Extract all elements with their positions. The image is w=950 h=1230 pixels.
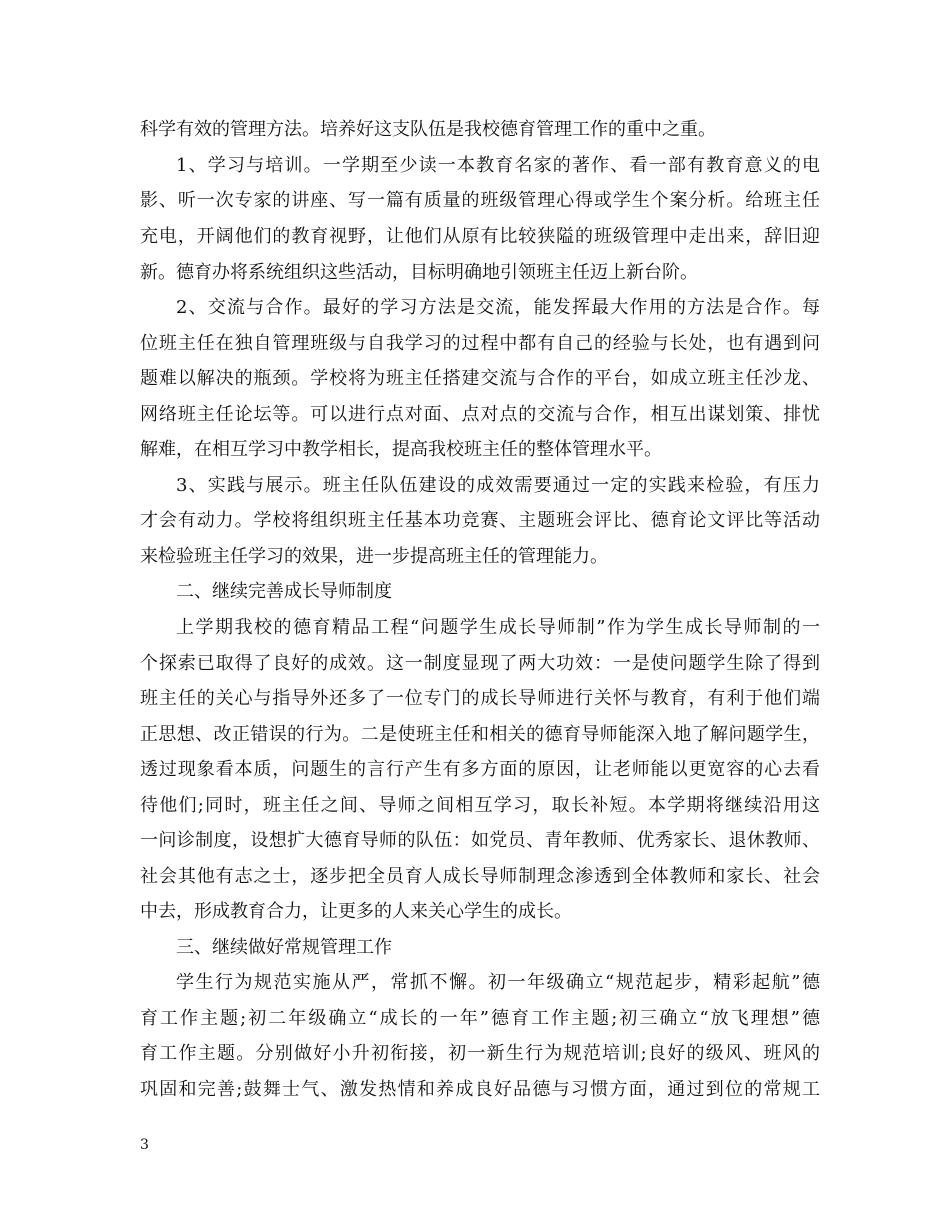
paragraph-line: 2、交流与合作。最好的学习方法是交流，能发挥最大作用的方法是合作。每 bbox=[176, 297, 820, 318]
paragraph-line: 待他们;同时，班主任之间、导师之间相互学习，取长补短。本学期将继续沿用这 bbox=[140, 795, 820, 816]
paragraph-line: 来检验班主任学习的效果，进一步提高班主任的管理能力。 bbox=[140, 546, 608, 567]
paragraph-line: 一问诊制度，设想扩大德育导师的队伍：如党员、青年教师、优秀家长、退休教师、 bbox=[140, 830, 820, 851]
paragraph-line: 透过现象看本质，问题生的言行产生有多方面的原因，让老师能以更宽容的心去看 bbox=[140, 759, 820, 780]
paragraph-line: 上学期我校的德育精品工程“问题学生成长导师制”作为学生成长导师制的一 bbox=[176, 617, 820, 638]
page-number: 3 bbox=[140, 1137, 149, 1153]
paragraph-line: 正思想、改正错误的行为。二是使班主任和相关的德育导师能深入地了解问题学生， bbox=[140, 724, 820, 745]
paragraph-line: 题难以解决的瓶颈。学校将为班主任搭建交流与合作的平台，如成立班主任沙龙、 bbox=[140, 368, 820, 389]
paragraph-line: 解难，在相互学习中教学相长，提高我校班主任的整体管理水平。 bbox=[140, 439, 662, 460]
paragraph-line: 巩固和完善;鼓舞士气、激发热情和养成良好品德与习惯方面，通过到位的常规工 bbox=[140, 1079, 820, 1100]
paragraph-line: 3、实践与展示。班主任队伍建设的成效需要通过一定的实践来检验，有压力 bbox=[176, 475, 820, 496]
paragraph-line: 科学有效的管理方法。培养好这支队伍是我校德育管理工作的重中之重。 bbox=[140, 119, 716, 140]
paragraph-line: 中去，形成教育合力，让更多的人来关心学生的成长。 bbox=[140, 901, 572, 922]
paragraph-line: 社会其他有志之士，逐步把全员育人成长导师制理念渗透到全体教师和家长、社会 bbox=[140, 866, 820, 887]
paragraph-line: 个探索已取得了良好的成效。这一制度显现了两大功效：一是使问题学生除了得到 bbox=[140, 653, 820, 674]
paragraph-line: 班主任的关心与指导外还多了一位专门的成长导师进行关怀与教育，有利于他们端 bbox=[140, 688, 820, 709]
section-heading: 二、继续完善成长导师制度 bbox=[176, 581, 392, 602]
paragraph-line: 影、听一次专家的讲座、写一篇有质量的班级管理心得或学生个案分析。给班主任 bbox=[140, 190, 820, 211]
paragraph-line: 育工作主题;初二年级确立“成长的一年”德育工作主题;初三确立“放飞理想”德 bbox=[140, 1008, 820, 1029]
paragraph-line: 位班主任在独自管理班级与自我学习的过程中都有自己的经验与长处，也有遇到问 bbox=[140, 333, 820, 354]
paragraph-line: 新。德育办将系统组织这些活动，目标明确地引领班主任迈上新台阶。 bbox=[140, 262, 698, 283]
paragraph-line: 才会有动力。学校将组织班主任基本功竞赛、主题班会评比、德育论文评比等活动 bbox=[140, 510, 820, 531]
section-heading: 三、继续做好常规管理工作 bbox=[176, 937, 392, 958]
paragraph-line: 网络班主任论坛等。可以进行点对面、点对点的交流与合作，相互出谋划策、排忧 bbox=[140, 404, 820, 425]
paragraph-line: 1、学习与培训。一学期至少读一本教育名家的著作、看一部有教育意义的电 bbox=[176, 155, 820, 176]
paragraph-line: 育工作主题。分别做好小升初衔接，初一新生行为规范培训;良好的级风、班风的 bbox=[140, 1043, 820, 1064]
paragraph-line: 学生行为规范实施从严，常抓不懈。初一年级确立“规范起步，精彩起航”德 bbox=[176, 972, 820, 993]
paragraph-line: 充电，开阔他们的教育视野，让他们从原有比较狭隘的班级管理中走出来，辞旧迎 bbox=[140, 226, 820, 247]
